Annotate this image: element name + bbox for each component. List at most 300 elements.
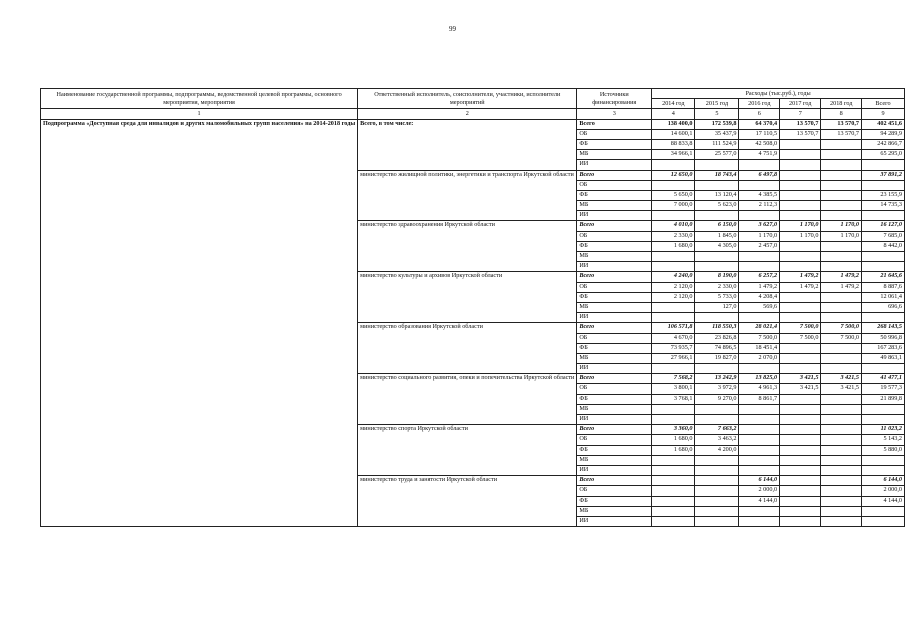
- executor-name: министерство здравоохранения Иркутской области: [358, 221, 577, 272]
- amount-cell: 94 289,9: [862, 129, 905, 139]
- amount-cell: 23 826,8: [695, 333, 739, 343]
- amount-cell: [780, 394, 821, 404]
- amount-cell: [780, 465, 821, 475]
- column-index: 5: [695, 109, 739, 119]
- amount-cell: [695, 252, 739, 262]
- amount-cell: [780, 302, 821, 312]
- executor-name: министерство жилищной политики, энергетики и транспорта Иркутской области: [358, 170, 577, 221]
- amount-cell: [739, 445, 780, 455]
- amount-cell: 1 170,0: [739, 231, 780, 241]
- amount-cell: 6 257,2: [739, 272, 780, 282]
- amount-cell: [780, 455, 821, 465]
- page-number: 99: [449, 25, 456, 33]
- amount-cell: 42 508,0: [739, 139, 780, 149]
- column-index: 1: [41, 109, 358, 119]
- amount-cell: 3 627,0: [739, 221, 780, 231]
- amount-cell: 6 497,8: [739, 170, 780, 180]
- amount-cell: [652, 404, 695, 414]
- amount-cell: [780, 211, 821, 221]
- executor-name: министерство образования Иркутской области: [358, 323, 577, 374]
- funding-source: ИИ: [577, 313, 652, 323]
- program-title: Подпрограмма «Доступная среда для инвалидов и других маломобильных групп населения» на 2014-2018 годы: [41, 119, 358, 527]
- funding-source: ОБ: [577, 435, 652, 445]
- amount-cell: 4 961,3: [739, 384, 780, 394]
- amount-cell: [821, 486, 862, 496]
- funding-source: ФБ: [577, 241, 652, 251]
- amount-cell: [695, 506, 739, 516]
- amount-cell: [695, 364, 739, 374]
- amount-cell: [739, 180, 780, 190]
- amount-cell: 1 680,0: [652, 241, 695, 251]
- amount-cell: [695, 262, 739, 272]
- amount-cell: 7 500,0: [821, 323, 862, 333]
- amount-cell: [652, 302, 695, 312]
- amount-cell: [652, 262, 695, 272]
- amount-cell: 5 650,0: [652, 190, 695, 200]
- amount-cell: [821, 252, 862, 262]
- amount-cell: [821, 516, 862, 526]
- amount-cell: 1 479,2: [821, 272, 862, 282]
- funding-source: ФБ: [577, 496, 652, 506]
- amount-cell: [780, 292, 821, 302]
- amount-cell: [695, 211, 739, 221]
- amount-cell: [780, 160, 821, 170]
- amount-cell: 1 479,2: [739, 282, 780, 292]
- amount-cell: 88 833,8: [652, 139, 695, 149]
- executor-name: министерство социального развития, опеки и попечительства Иркутской области: [358, 374, 577, 425]
- amount-cell: [780, 262, 821, 272]
- funding-source: МБ: [577, 150, 652, 160]
- funding-source: Всего: [577, 170, 652, 180]
- amount-cell: 127,0: [695, 302, 739, 312]
- amount-cell: 19 827,0: [695, 353, 739, 363]
- amount-cell: [780, 139, 821, 149]
- amount-cell: [739, 435, 780, 445]
- table-row: [41, 119, 905, 129]
- amount-cell: [780, 496, 821, 506]
- amount-cell: [652, 455, 695, 465]
- header-expenses: Расходы (тыс.руб.), годы: [652, 89, 905, 99]
- amount-cell: 242 866,7: [862, 139, 905, 149]
- amount-cell: 16 127,0: [862, 221, 905, 231]
- column-index: 7: [780, 109, 821, 119]
- amount-cell: 4 385,5: [739, 190, 780, 200]
- amount-cell: [695, 180, 739, 190]
- amount-cell: [821, 364, 862, 374]
- amount-cell: [780, 201, 821, 211]
- amount-cell: 172 539,8: [695, 119, 739, 129]
- amount-cell: 28 021,4: [739, 323, 780, 333]
- header-year: 2018 год: [821, 99, 862, 109]
- amount-cell: 3 421,5: [821, 384, 862, 394]
- funding-source: ФБ: [577, 445, 652, 455]
- amount-cell: 35 437,9: [695, 129, 739, 139]
- amount-cell: 27 966,1: [652, 353, 695, 363]
- funding-source: ОБ: [577, 129, 652, 139]
- amount-cell: 4 305,0: [695, 241, 739, 251]
- funding-source: ИИ: [577, 516, 652, 526]
- funding-source: МБ: [577, 455, 652, 465]
- amount-cell: [862, 160, 905, 170]
- amount-cell: [695, 496, 739, 506]
- amount-cell: [821, 435, 862, 445]
- column-index: 9: [862, 109, 905, 119]
- amount-cell: 167 283,6: [862, 343, 905, 353]
- amount-cell: [739, 415, 780, 425]
- amount-cell: [652, 160, 695, 170]
- amount-cell: [739, 516, 780, 526]
- funding-source: ФБ: [577, 343, 652, 353]
- funding-source: ОБ: [577, 180, 652, 190]
- amount-cell: [652, 252, 695, 262]
- amount-cell: [821, 343, 862, 353]
- amount-cell: 37 891,2: [862, 170, 905, 180]
- amount-cell: [739, 262, 780, 272]
- amount-cell: 402 451,6: [862, 119, 905, 129]
- amount-cell: 73 935,7: [652, 343, 695, 353]
- amount-cell: 25 577,0: [695, 150, 739, 160]
- amount-cell: 569,6: [739, 302, 780, 312]
- funding-source: ОБ: [577, 333, 652, 343]
- amount-cell: [652, 465, 695, 475]
- amount-cell: 4 200,0: [695, 445, 739, 455]
- column-index: 3: [577, 109, 652, 119]
- amount-cell: 13 570,7: [780, 129, 821, 139]
- funding-source: Всего: [577, 272, 652, 282]
- amount-cell: [695, 465, 739, 475]
- amount-cell: [862, 465, 905, 475]
- amount-cell: 7 500,0: [780, 333, 821, 343]
- header-year: 2016 год: [739, 99, 780, 109]
- column-index: 2: [358, 109, 577, 119]
- amount-cell: 18 451,4: [739, 343, 780, 353]
- amount-cell: 4 010,0: [652, 221, 695, 231]
- funding-source: МБ: [577, 404, 652, 414]
- amount-cell: 23 155,9: [862, 190, 905, 200]
- amount-cell: 268 143,5: [862, 323, 905, 333]
- column-index: 4: [652, 109, 695, 119]
- funding-source: ОБ: [577, 486, 652, 496]
- amount-cell: [739, 160, 780, 170]
- amount-cell: [862, 364, 905, 374]
- amount-cell: [652, 486, 695, 496]
- amount-cell: 1 680,0: [652, 435, 695, 445]
- column-index: 6: [739, 109, 780, 119]
- funding-source: Всего: [577, 425, 652, 435]
- amount-cell: 6 150,0: [695, 221, 739, 231]
- header-year: 2017 год: [780, 99, 821, 109]
- amount-cell: 18 743,4: [695, 170, 739, 180]
- amount-cell: 19 577,3: [862, 384, 905, 394]
- funding-source: ОБ: [577, 231, 652, 241]
- amount-cell: [695, 455, 739, 465]
- funding-source: ИИ: [577, 160, 652, 170]
- amount-cell: [821, 506, 862, 516]
- amount-cell: 12 061,4: [862, 292, 905, 302]
- amount-cell: 4 240,0: [652, 272, 695, 282]
- amount-cell: 2 330,0: [695, 282, 739, 292]
- amount-cell: 3 463,2: [695, 435, 739, 445]
- amount-cell: [821, 180, 862, 190]
- amount-cell: [821, 170, 862, 180]
- amount-cell: [821, 241, 862, 251]
- amount-cell: 2 070,0: [739, 353, 780, 363]
- amount-cell: 13 570,7: [780, 119, 821, 129]
- amount-cell: [862, 404, 905, 414]
- amount-cell: 1 479,2: [780, 282, 821, 292]
- amount-cell: 7 663,2: [695, 425, 739, 435]
- amount-cell: 21 899,8: [862, 394, 905, 404]
- amount-cell: [780, 190, 821, 200]
- amount-cell: 2 000,0: [862, 486, 905, 496]
- amount-cell: [821, 201, 862, 211]
- amount-cell: 1 680,0: [652, 445, 695, 455]
- amount-cell: 118 550,3: [695, 323, 739, 333]
- amount-cell: 4 751,9: [739, 150, 780, 160]
- amount-cell: [821, 404, 862, 414]
- amount-cell: 65 295,0: [862, 150, 905, 160]
- funding-source: МБ: [577, 252, 652, 262]
- header-year: 2015 год: [695, 99, 739, 109]
- amount-cell: [780, 476, 821, 486]
- amount-cell: [862, 313, 905, 323]
- amount-cell: 3 972,9: [695, 384, 739, 394]
- amount-cell: [780, 506, 821, 516]
- amount-cell: [780, 364, 821, 374]
- funding-source: МБ: [577, 201, 652, 211]
- amount-cell: 13 120,4: [695, 190, 739, 200]
- amount-cell: [862, 211, 905, 221]
- amount-cell: [821, 139, 862, 149]
- amount-cell: [821, 465, 862, 475]
- amount-cell: [780, 313, 821, 323]
- amount-cell: 5 733,0: [695, 292, 739, 302]
- amount-cell: 4 670,0: [652, 333, 695, 343]
- amount-cell: [821, 160, 862, 170]
- executor-name: министерство труда и занятости Иркутской области: [358, 476, 577, 527]
- amount-cell: [739, 313, 780, 323]
- amount-cell: [862, 262, 905, 272]
- header-year: Всего: [862, 99, 905, 109]
- header-executor: Ответственный исполнитель, соисполнители, участники, исполнители мероприятий: [358, 89, 577, 109]
- amount-cell: 64 370,4: [739, 119, 780, 129]
- executor-name: министерство культуры и архивов Иркутской области: [358, 272, 577, 323]
- amount-cell: [695, 476, 739, 486]
- amount-cell: [821, 211, 862, 221]
- amount-cell: 8 442,0: [862, 241, 905, 251]
- amount-cell: [739, 404, 780, 414]
- amount-cell: [821, 394, 862, 404]
- amount-cell: [780, 516, 821, 526]
- amount-cell: 14 600,1: [652, 129, 695, 139]
- column-index: 8: [821, 109, 862, 119]
- funding-source: ОБ: [577, 282, 652, 292]
- amount-cell: 9 270,0: [695, 394, 739, 404]
- amount-cell: [821, 425, 862, 435]
- amount-cell: 6 144,0: [862, 476, 905, 486]
- amount-cell: 1 170,0: [821, 221, 862, 231]
- funding-source: ФБ: [577, 292, 652, 302]
- amount-cell: 5 623,0: [695, 201, 739, 211]
- amount-cell: 8 861,7: [739, 394, 780, 404]
- amount-cell: 1 170,0: [780, 221, 821, 231]
- amount-cell: [862, 506, 905, 516]
- funding-source: Всего: [577, 476, 652, 486]
- amount-cell: 17 110,5: [739, 129, 780, 139]
- amount-cell: [821, 313, 862, 323]
- amount-cell: 34 966,1: [652, 150, 695, 160]
- funding-source: Всего: [577, 119, 652, 129]
- amount-cell: [739, 252, 780, 262]
- amount-cell: 7 500,0: [739, 333, 780, 343]
- amount-cell: 3 360,0: [652, 425, 695, 435]
- amount-cell: 3 421,5: [780, 374, 821, 384]
- amount-cell: [652, 211, 695, 221]
- amount-cell: 2 457,0: [739, 241, 780, 251]
- amount-cell: 2 000,0: [739, 486, 780, 496]
- amount-cell: [780, 415, 821, 425]
- amount-cell: [780, 435, 821, 445]
- amount-cell: 1 479,2: [780, 272, 821, 282]
- amount-cell: [695, 160, 739, 170]
- amount-cell: [821, 415, 862, 425]
- amount-cell: 7 685,0: [862, 231, 905, 241]
- amount-cell: 138 400,0: [652, 119, 695, 129]
- amount-cell: 7 568,2: [652, 374, 695, 384]
- amount-cell: [780, 180, 821, 190]
- amount-cell: 3 768,1: [652, 394, 695, 404]
- amount-cell: [739, 465, 780, 475]
- amount-cell: [780, 404, 821, 414]
- amount-cell: 50 996,8: [862, 333, 905, 343]
- amount-cell: 3 421,5: [821, 374, 862, 384]
- amount-cell: [780, 425, 821, 435]
- header-source: Источники финансирования: [577, 89, 652, 109]
- funding-source: ФБ: [577, 139, 652, 149]
- amount-cell: [821, 190, 862, 200]
- amount-cell: 7 500,0: [780, 323, 821, 333]
- amount-cell: [821, 476, 862, 486]
- amount-cell: [695, 516, 739, 526]
- amount-cell: [780, 170, 821, 180]
- amount-cell: 6 144,0: [739, 476, 780, 486]
- amount-cell: [821, 496, 862, 506]
- amount-cell: 2 112,3: [739, 201, 780, 211]
- amount-cell: [739, 506, 780, 516]
- amount-cell: 1 170,0: [780, 231, 821, 241]
- executor-name: министерство спорта Иркутской области: [358, 425, 577, 476]
- funding-source: ОБ: [577, 384, 652, 394]
- amount-cell: [652, 516, 695, 526]
- amount-cell: [652, 476, 695, 486]
- amount-cell: 4 144,0: [739, 496, 780, 506]
- amount-cell: 13 242,9: [695, 374, 739, 384]
- amount-cell: 106 571,8: [652, 323, 695, 333]
- funding-source: ФБ: [577, 394, 652, 404]
- amount-cell: 5 880,0: [862, 445, 905, 455]
- amount-cell: 1 170,0: [821, 231, 862, 241]
- funding-source: ИИ: [577, 465, 652, 475]
- amount-cell: [652, 180, 695, 190]
- amount-cell: [780, 241, 821, 251]
- amount-cell: 2 330,0: [652, 231, 695, 241]
- funding-source: ИИ: [577, 262, 652, 272]
- amount-cell: [739, 425, 780, 435]
- amount-cell: 21 645,6: [862, 272, 905, 282]
- amount-cell: 5 143,2: [862, 435, 905, 445]
- amount-cell: 49 863,1: [862, 353, 905, 363]
- funding-source: ИИ: [577, 211, 652, 221]
- amount-cell: 13 825,0: [739, 374, 780, 384]
- budget-table: [40, 88, 905, 527]
- amount-cell: [862, 415, 905, 425]
- funding-source: МБ: [577, 353, 652, 363]
- amount-cell: [695, 313, 739, 323]
- funding-source: Всего: [577, 323, 652, 333]
- amount-cell: [652, 364, 695, 374]
- executor-name: Всего, в том числе:: [358, 119, 577, 170]
- amount-cell: [780, 353, 821, 363]
- amount-cell: [862, 180, 905, 190]
- amount-cell: 41 477,1: [862, 374, 905, 384]
- amount-cell: 14 735,3: [862, 201, 905, 211]
- amount-cell: 696,6: [862, 302, 905, 312]
- amount-cell: 4 208,4: [739, 292, 780, 302]
- amount-cell: [862, 252, 905, 262]
- amount-cell: [695, 404, 739, 414]
- amount-cell: [780, 486, 821, 496]
- funding-source: МБ: [577, 506, 652, 516]
- funding-source: ФБ: [577, 190, 652, 200]
- amount-cell: 13 570,7: [821, 129, 862, 139]
- amount-cell: 3 421,5: [780, 384, 821, 394]
- amount-cell: 13 570,7: [821, 119, 862, 129]
- amount-cell: [821, 445, 862, 455]
- amount-cell: [739, 455, 780, 465]
- amount-cell: [780, 445, 821, 455]
- amount-cell: [821, 455, 862, 465]
- amount-cell: 2 120,0: [652, 282, 695, 292]
- amount-cell: [695, 486, 739, 496]
- amount-cell: [862, 516, 905, 526]
- amount-cell: [821, 262, 862, 272]
- amount-cell: 111 524,9: [695, 139, 739, 149]
- funding-source: ИИ: [577, 415, 652, 425]
- amount-cell: [652, 496, 695, 506]
- amount-cell: [739, 364, 780, 374]
- amount-cell: 3 800,1: [652, 384, 695, 394]
- funding-source: МБ: [577, 302, 652, 312]
- amount-cell: [652, 506, 695, 516]
- amount-cell: [695, 415, 739, 425]
- funding-source: Всего: [577, 221, 652, 231]
- header-year: 2014 год: [652, 99, 695, 109]
- amount-cell: [821, 302, 862, 312]
- amount-cell: 1 845,0: [695, 231, 739, 241]
- funding-source: Всего: [577, 374, 652, 384]
- header-name: Наименование государственной программы, подпрограммы, ведомственной целевой программы, основного мероприятия, мероприятия: [41, 89, 358, 109]
- amount-cell: [862, 455, 905, 465]
- amount-cell: [739, 211, 780, 221]
- amount-cell: [821, 292, 862, 302]
- budget-table-body: [41, 119, 905, 527]
- amount-cell: 4 144,0: [862, 496, 905, 506]
- amount-cell: 1 479,2: [821, 282, 862, 292]
- amount-cell: [652, 313, 695, 323]
- funding-source: ИИ: [577, 364, 652, 374]
- amount-cell: 12 650,0: [652, 170, 695, 180]
- amount-cell: [780, 343, 821, 353]
